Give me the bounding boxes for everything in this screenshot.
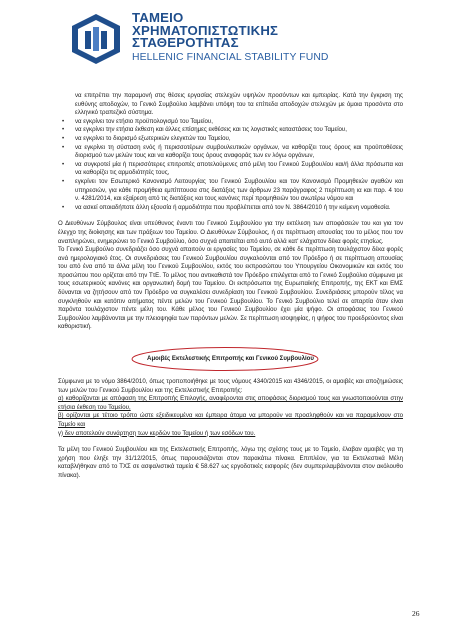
- list-item-text: να συγκροτεί μία ή περισσότερες επιτροπές αποτελούμενες από μέλη του Γενικού Συμβουλίου και/ή άλλα πρόσωπα και να καθορίζει τις αρμοδιότητές τους,: [75, 160, 403, 177]
- list-item: [58, 118, 403, 127]
- org-line-1: ΤΑΜΕΙΟ: [132, 10, 184, 25]
- section-heading-block: [58, 346, 403, 374]
- page-number: 26: [412, 609, 420, 618]
- list-item: [58, 135, 403, 144]
- org-name-greek: [132, 12, 278, 50]
- list-item: [58, 204, 403, 213]
- hfsf-logo-icon: [70, 12, 122, 66]
- paragraph-meetings: Το Γενικό Συμβούλιο συνεδριάζει όσο συχνά απαιτούν οι εργασίες του Ταμείου, σε κάθε δε περίπτωση τουλάχιστον δέκα φορές ανά ημερολογιακό έτος. Οι συνεδριάσεις του Γενικού Συμβουλίου συγκαλούνται από τον Πρόεδρο ή σε περίπτωση απουσίας του από ένα από τα άλλα μέλη του Γενικού Συμβουλίου, εκτός του εκπροσώπου του Υπουργείου Οικονομικών και εκτός του προσώπου που ορίζεται από την ΤτΕ. Το μέλος που αντικαθιστά τον Πρόεδρο επιλέγεται από το Γενικό Συμβούλιο σύμφωνα με τους εσωτερικούς κανόνες και οργανωτική δομή του Ταμείου. Οι εκπρόσωποι της Ευρωπαϊκής Επιτροπής, της ΕΚΤ και ΕΜΣ δύνανται να ζητήσουν από τον Πρόεδρο να συγκαλέσει συνεδρίαση του Γενικού Συμβουλίου. Συνεδριάσεις μπορούν τέλος να συγκληθούν και κατόπιν αιτήματος πέντε μελών του Γενικού Συμβουλίου. Το Γενικό Συμβούλιο τελεί σε απαρτία όταν είναι παρόντα τουλάχιστον πέντε μέλη του. Κάθε μέλος του Γενικού Συμβουλίου έχει μία ψήφο. Οι αποφάσεις του Γενικού Συμβουλίου λαμβάνονται με την πλειοψηφία των παρόντων μελών. Σε περίπτωση ισοψηφίας, η ψήφος του προεδρεύοντος είναι καθοριστική.: [58, 246, 403, 331]
- bullet-icon: •: [62, 117, 65, 125]
- org-line-2: ΧΡΗΜΑΤΟΠΙΣΤΩΤΙΚΗΣ: [132, 22, 279, 38]
- intro-continuation: να επιτρέπει την παραμονή στις θέσεις εργασίας στελεχών υψηλών προσόντων και εμπειρίας. Κατά την έγκριση της ευθύνης αποδοχών, το Γενικό Συμβούλιο λαμβάνει υπόψη του τα επίπεδα αποδοχών στελεχών με όμοια προσόντα στο ελληνικό τραπεζικό σύστημα.: [75, 92, 403, 117]
- list-item-text: να εγκρίνει τον ετήσιο προϋπολογισμό του Ταμείου,: [75, 117, 213, 125]
- org-line-3: ΣΤΑΘΕΡΟΤΗΤΑΣ: [132, 35, 239, 50]
- criterion-a: α) καθορίζονται με απόφαση της Επιτροπής Επιλογής, αναφέρονται στις αποφάσεις διορισμού τους και γνωστοποιούνται στην ετήσια έκθεση του Ταμείου,: [58, 395, 403, 411]
- paragraph-ceo: Ο Διευθύνων Σύμβουλος είναι υπεύθυνος έναντι του Γενικού Συμβουλίου για την εκτέλεση των αποφάσεών του και για τον έλεγχο της διοίκησης και των πράξεων του Ταμείου. Ο Διευθύνων Σύμβουλος, ή σε περίπτωση απουσίας του το μέλος που τον αναπληρώνει, ενημερώνει το Γενικό Συμβούλιο, όσο συχνά απαιτείται από αυτό αλλά κατ' ελάχιστον δέκα φορές ετησίως.: [58, 220, 403, 245]
- paragraph-law: Σύμφωνα με το νόμο 3864/2010, όπως τροποποιήθηκε με τους νόμους 4340/2015 και 4346/2015, οι αμοιβές και αποζημιώσεις των μελών του Γενικού Συμβουλίου και της Εκτελεστικής Επιτροπής:: [58, 378, 403, 394]
- section-heading: Αμοιβές Εκτελεστικής Επιτροπής και Γενικού Συμβουλίου: [147, 355, 314, 363]
- list-item: [58, 126, 403, 135]
- list-item-text: εγκρίνει τον Εσωτερικό Κανονισμό Λειτουργίας του Γενικού Συμβουλίου και τον Κανονισμό Προμηθειών αγαθών και υπηρεσιών, για κάθε προμήθεια εμπίπτουσα στις διατάξεις των άρθρων 23 παράγραφος 2 περίπτωση ια και παρ. 4 του ν. 4281/2014, και εξαίρεση από τις διατάξεις και τους κανόνες περί προμηθειών του ανωτέρω νόμου και: [75, 177, 403, 203]
- bullet-icon: •: [62, 160, 65, 168]
- document-body: [58, 92, 403, 481]
- bullet-icon: •: [62, 134, 65, 142]
- list-item: [58, 178, 403, 204]
- duties-list: [58, 118, 403, 213]
- bullet-icon: •: [62, 143, 65, 151]
- list-item-text: να εγκρίνει την ετήσια έκθεση και άλλες επίσημες εκθέσεις και τις λογιστικές καταστάσεις του Ταμείου,: [75, 126, 347, 134]
- criterion-c: γ) δεν αποτελούν συνάρτηση των κερδών του Ταμείου ή των εσόδων του.: [58, 429, 256, 437]
- paragraph-remuneration: Τα μέλη του Γενικού Συμβουλίου και της Εκτελεστικής Επιτροπής, λόγω της σχέσης τους με το Ταμείο, έλαβαν αμοιβές για τη χρήση που έληξε την 31/12/2015, όπως παρουσιάζονται στον παρακάτω πίνακα. Επιπλέον, για τα Εκτελεστικά Μέλη καταβλήθηκαν από το ΤΧΣ σε ασφαλιστικά ταμεία € 58.627 ως εργοδοτικές εισφορές (δεν συμπεριλαμβάνονται στον ακόλουθο πίνακα).: [58, 446, 403, 479]
- list-item-text: να ασκεί οποιαδήποτε άλλη εξουσία ή αρμοδιότητα που προβλέπεται από τον Ν. 3864/2010 ή την κείμενη νομοθεσία.: [75, 203, 391, 211]
- list-item-text: να εγκρίνει τη σύσταση ενός ή περισσοτέρων συμβουλευτικών οργάνων, να καθορίζει τους όρους και προϋποθέσεις διορισμού των μελών τους και να καθορίζει τους όρους αναφοράς των εν λόγω οργάνων,: [75, 143, 403, 160]
- list-item: [58, 161, 403, 178]
- page-header: [70, 10, 390, 70]
- bullet-icon: •: [62, 203, 65, 211]
- org-name-english: HELLENIC FINANCIAL STABILITY FUND: [132, 52, 329, 63]
- bullet-icon: •: [62, 177, 65, 185]
- list-item: [58, 144, 403, 161]
- list-item-text: να εγκρίνει το διορισμό εξωτερικών ελεγκτών του Ταμείου,: [75, 134, 231, 142]
- criterion-b: β) ορίζονται με τέτοιο τρόπο ώστε εξειδικευμένα και έμπειρα άτομα να μπορούν να προσληφθούν και να παραμείνουν στο Ταμείο και: [58, 412, 403, 428]
- bullet-icon: •: [62, 126, 65, 134]
